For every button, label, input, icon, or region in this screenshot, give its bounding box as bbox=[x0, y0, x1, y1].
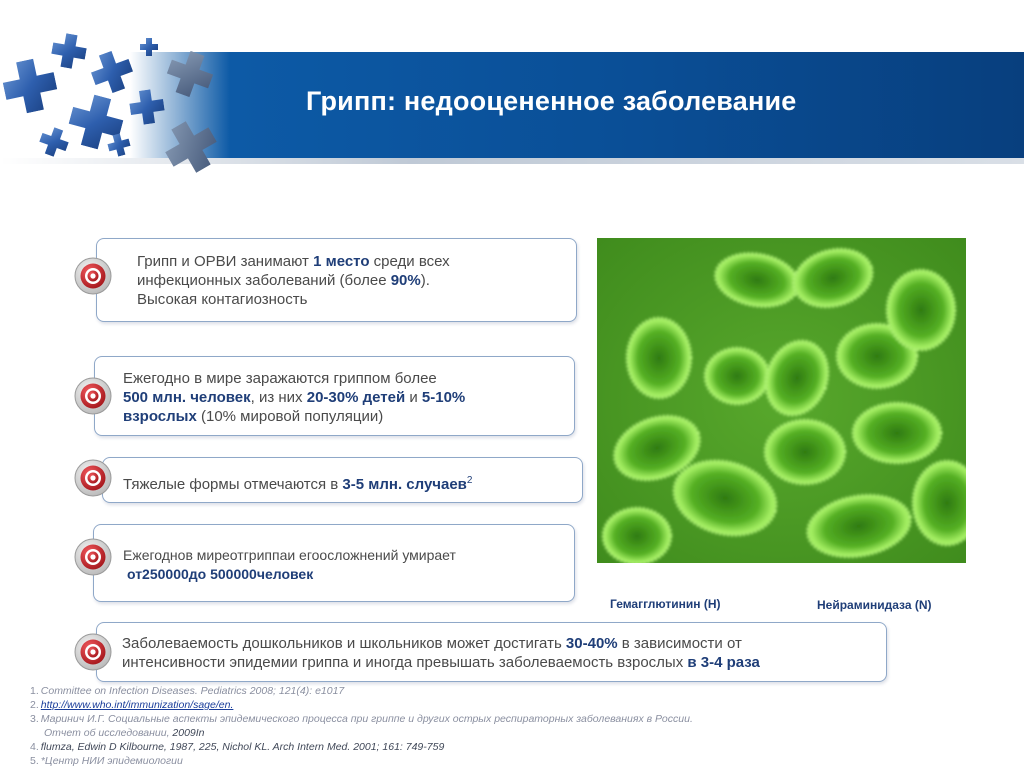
target-bullet-icon bbox=[73, 376, 113, 416]
slide-title: Грипп: недооцененное заболевание bbox=[306, 86, 797, 116]
target-bullet-icon bbox=[73, 537, 113, 577]
decorative-crosses-icon bbox=[0, 30, 240, 180]
target-bullet-icon bbox=[73, 458, 113, 498]
reference-item: 2. http://www.who.int/immunization/sage/en. bbox=[30, 699, 234, 711]
fact-text-1: Грипп и ОРВИ занимают 1 место среди всех инфекционных заболеваний (более 90%). Высокая контагиозность bbox=[137, 253, 450, 308]
who-link[interactable]: http://www.who.int/immunization/sage/en. bbox=[40, 699, 234, 711]
fact-text-5: Заболеваемость дошкольников и школьников может достигать 30-40% в зависимости от интенсивности эпидемии гриппа и иногда превышать заболеваемость взрослых в 3-4 раза bbox=[122, 635, 760, 671]
reference-item: 3. Маринич И.Г. Социальные аспекты эпидемического процесса при гриппе и других острых респираторных заболеваниях в России. bbox=[30, 713, 693, 725]
fact-text-3: Тяжелые формы отмечаются в 3-5 млн. случаев$^2$ bbox=[123, 475, 473, 493]
reference-item-continued: Отчет об исследовании, 2009In bbox=[44, 727, 205, 739]
virus-micrograph-image bbox=[597, 238, 966, 563]
fact-text-4: Ежегоднов миреотгриппаи егоосложнений умирает от250000до 500000человек bbox=[123, 547, 456, 582]
reference-item: 1. Committee on Infection Diseases. Pediatrics 2008; 121(4): e1017 bbox=[30, 685, 345, 697]
target-bullet-icon bbox=[73, 256, 113, 296]
fact-text-2: Ежегодно в мире заражаются гриппом более 500 млн. человек, из них 20-30% детей и 5-10% взрослых (10% мировой популяции) bbox=[123, 370, 466, 425]
target-bullet-icon bbox=[73, 632, 113, 672]
caption-hemagglutinin: Гемагглютинин (H) bbox=[610, 597, 721, 611]
caption-neuraminidase: Нейраминидаза (N) bbox=[817, 598, 932, 612]
references bbox=[30, 684, 790, 768]
reference-item: 5. *Центр НИИ эпидемиологии bbox=[30, 755, 183, 767]
reference-item: 4. flumza, Edwin D Kilbourne, 1987, 225, Nichol KL. Arch Intern Med. 2001; 161: 749-759 bbox=[30, 741, 445, 753]
